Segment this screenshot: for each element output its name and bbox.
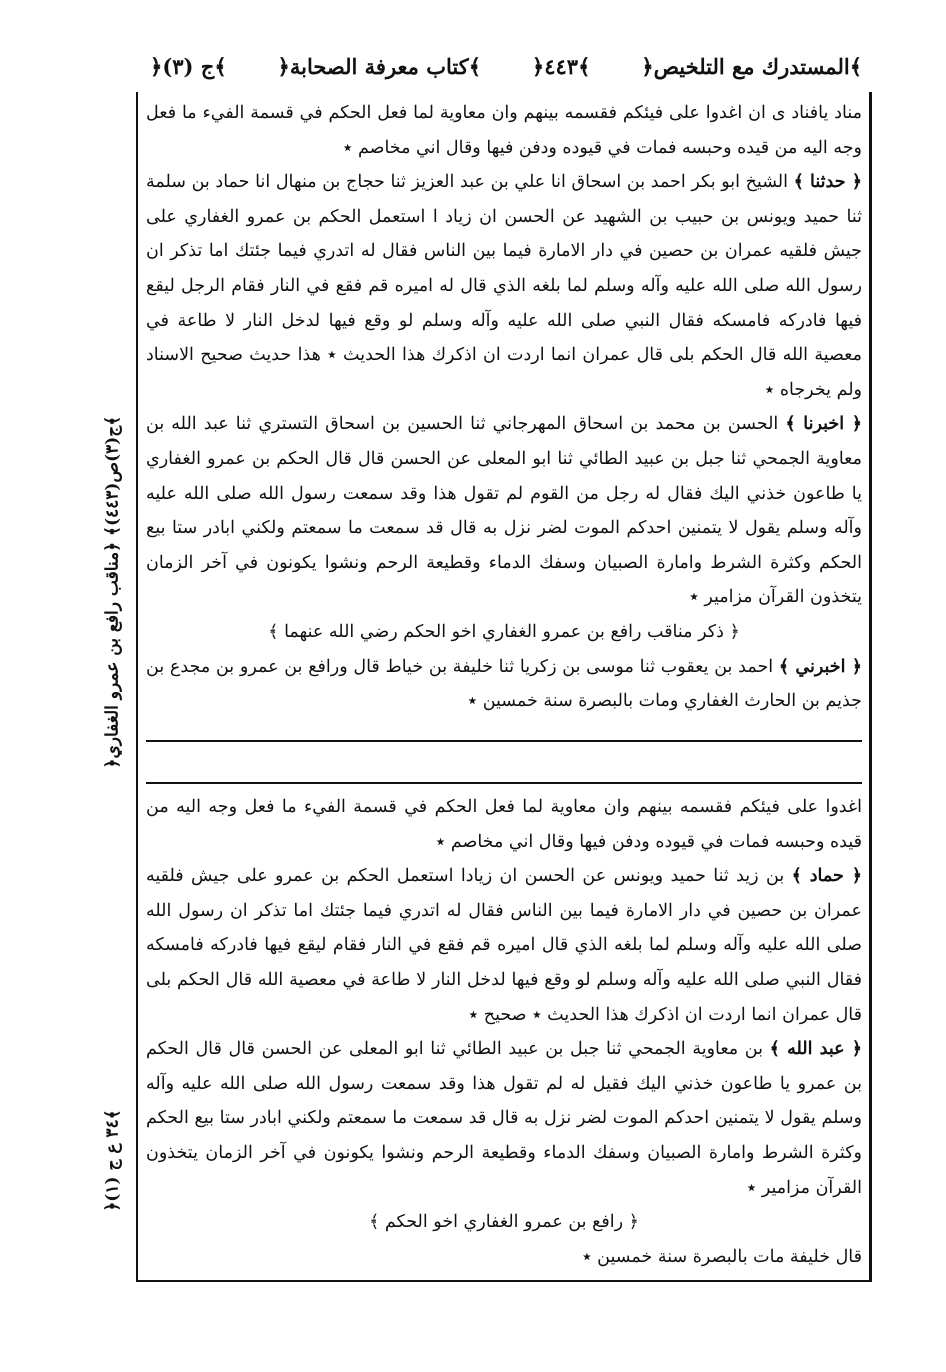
main-text: [146, 96, 862, 719]
page-number: ﴿٤٤٣﴾: [531, 53, 591, 79]
paragraph: [146, 1032, 862, 1205]
separator-rule: [146, 740, 862, 742]
book-title: ﴿المستدرك مع التلخيص﴾: [641, 53, 862, 79]
frame-border-right: [869, 92, 872, 1282]
talkhis-text: [146, 790, 862, 1274]
paragraph: [146, 859, 862, 1032]
isnad-lead: ﴿ حدثنا ﴾: [793, 172, 862, 193]
paragraph: [146, 615, 862, 650]
paragraph-text: اغدوا على فيئكم فقسمه بينهم وان معاوية لما فعل الحكم في قسمة الفيء ما فعل وجه اليه من قيده وحبسه فمات في قيوده ودفن فيها وقال اني مخاصم ٭: [146, 797, 862, 852]
paragraph-text: مناد يافناد ى ان اغدوا على فيئكم فقسمه بينهم وان معاوية لما فعل الحكم في قسمة الفيء ما فعل وجه اليه من قيده وحبسه فمات في قيوده ودفن فيها وقال اني مخاصم ٭: [146, 103, 862, 158]
paragraph-text: الشيخ ابو بكر احمد بن اسحاق انا علي بن عبد العزيز ثنا حجاج بن منهال انا حماد بن سلمة ثنا حميد ويونس بن حبيب بن الشهيد عن الحسن ان زياد ا استعمل الحكم بن عمرو الغفاري على جيش فلقيه عمران بن حصين في دار الامارة فيما بين الناس فقال له اتدري فيما جئتك اما تذكر ان رسول الله صلى الله عليه وآله وسلم لما بلغه الذي قال له اميره قم فقع في النار فقام الرجل ليقع فيها فادركه فامسكه فقال النبي صلى الله عليه وآله وسلم لو وقع فيها لدخل النار لا طاعة في معصية الله قال الحكم بلى قال عمران انما اردت ان اذكرك هذا الحديث ٭ هذا حديث صحيح الاسناد ولم يخرجاه ٭: [146, 172, 862, 400]
margin-note-top: ﴿ج(٣)ص(٤٤٣)﴾ ﴿مناقب رافع بن عمرو الغفاري﴾: [102, 415, 123, 769]
page-header: [150, 44, 862, 88]
frame-border-bottom: [136, 1280, 872, 1282]
isnad-lead: ﴿ حماد ﴾: [791, 866, 862, 887]
paragraph-text: قال خليفة مات بالبصرة سنة خمسين ٭: [582, 1246, 862, 1267]
paragraph: [146, 1240, 862, 1275]
paragraph-text: بن زيد ثنا حميد ويونس عن الحسن ان زيادا استعمل الحكم بن عمرو على جيش فلقيه عمران بن حصين في دار الامارة فيما بين الناس فقال له اتدري فيما جئتك اما تذكر ان رسول الله صلى الله عليه وآله وسلم لما بلغه الذي قال اميره قم فقع في النار فقام ليقع فيها فادركه فامسكه فقال النبي صلى الله عليه وآله وسلم لو وقع فيها لدخل النار لا طاعة في معصية الله قال الحكم بلى قال عمران انما اردت ان اذكرك هذا الحديث ٭ صحيح ٭: [146, 866, 862, 1025]
paragraph-text: ﴿ ذكر مناقب رافع بن عمرو الغفاري اخو الحكم رضي الله عنهما ﴾: [268, 621, 740, 642]
paragraph-text: احمد بن يعقوب ثنا موسى بن زكريا ثنا خليفة بن خياط قال ورافع بن عمرو بن مجدع بن جذيم بن الحارث الغفاري ومات بالبصرة سنة خمسين ٭: [146, 656, 862, 712]
paragraph: [146, 790, 862, 859]
isnad-lead: ﴿ اخبرني ﴾: [778, 656, 862, 677]
paragraph: [146, 650, 862, 719]
paragraph-text: بن معاوية الجمحي ثنا جبل بن عبيد الطائي ثنا ابو المعلى عن الحسن قال قال الحكم بن عمرو يا طاعون خذني اليك فقيل له لم تقول هذا وقد سمعت رسول الله صلى الله عليه وآله وسلم يقول لا يتمنين احدكم الموت لضر نزل به قال قد سمعت ما سمعتم ولكني ابادر ستا بيع الحكم وكثرة الشرط وامارة الصبيان وسفك الدماء وقطيعة الرحم ونشوا يكونون في آخر الزمان يتخذون القرآن مزامير ٭: [146, 1039, 862, 1198]
isnad-lead: ﴿ اخبرنا ﴾: [785, 414, 862, 435]
volume-label: ﴿ج (٣)﴾: [150, 53, 227, 79]
separator-rule: [146, 782, 862, 784]
paragraph: [146, 96, 862, 165]
margin-note-bottom: ﴿٣٤ ع ج (١)﴾: [102, 1109, 123, 1212]
isnad-lead: ﴿ عبد الله ﴾: [769, 1039, 862, 1060]
chapter-title: ﴿كتاب معرفة الصحابة﴾: [277, 53, 482, 79]
paragraph-text: الحسن بن محمد بن اسحاق المهرجاني ثنا الحسين بن اسحاق التستري ثنا عبد الله بن معاوية الجمحي ثنا جبل بن عبيد الطائي ثنا ابو المعلى عن الحسن قال قال الحكم بن عمرو الغفاري يا طاعون خذني اليك فقال له رجل من القوم لم تقول هذا وقد سمعت رسول الله صلى الله عليه وآله وسلم يقول لا يتمنين احدكم الموت لضر نزل به قال قد سمعت ما سمعتم ولكني ابادر ستا بيع الحكم وكثرة الشرط وامارة الصبيان وسفك الدماء وقطيعة الرحم ونشوا يكونون في آخر الزمان يتخذون القرآن مزامير ٭: [146, 414, 862, 608]
paragraph: [146, 407, 862, 615]
paragraph: [146, 165, 862, 407]
paragraph: [146, 1205, 862, 1240]
paragraph-text: ﴿ رافع بن عمرو الغفاري اخو الحكم ﴾: [369, 1212, 639, 1233]
frame-border-left: [136, 92, 138, 1282]
